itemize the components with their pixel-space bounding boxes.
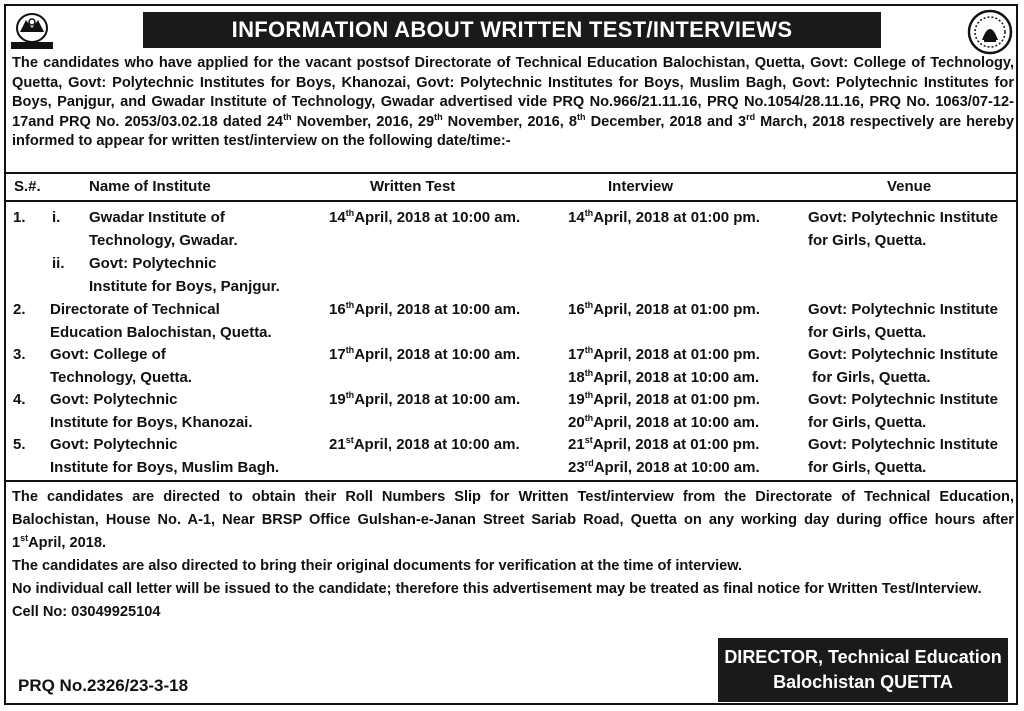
interview-date: 21stApril, 2018 at 01:00 pm. 23rdApril, 2018 at 10:00 am. [568, 435, 760, 476]
row-number: 5. [13, 436, 26, 453]
venue: Govt: Polytechnic Institute for Girls, Quetta. [808, 436, 999, 476]
directorate-logo-icon [8, 8, 56, 52]
interview-date: 17thApril, 2018 at 01:00 pm. 18thApril, 2018 at 10:00 am. [568, 345, 760, 386]
director-title: DIRECTOR, Technical Education [724, 647, 1002, 667]
institute-name: Govt: Polytechnic Institute for Boys, Panjgur. [89, 255, 280, 295]
interview-date: 16thApril, 2018 at 01:00 pm. [568, 300, 760, 318]
venue: Govt: Polytechnic Institute for Girls, Quetta. [808, 346, 999, 386]
header-institute: Name of Institute [89, 178, 211, 195]
sub-item-number: ii. [52, 255, 65, 272]
written-test-date: 17thApril, 2018 at 10:00 am. [329, 345, 521, 363]
institute-name: Directorate of Technical Education Balochistan, Quetta. [50, 301, 272, 341]
prq-number: PRQ No.2326/23-3-18 [18, 676, 189, 695]
venue: Govt: Polytechnic Institute for Girls, Quetta. [808, 209, 999, 249]
written-test-date: 19thApril, 2018 at 10:00 am. [329, 390, 521, 408]
call-letter-note: No individual call letter will be issued to the candidate; therefore this advertisement may be treated as final notice for Written Test/Interview. [12, 581, 982, 597]
instructions [12, 486, 1014, 624]
documents-note: The candidates are also directed to bring their original documents for verification at the time of interview. [12, 558, 743, 574]
roll-number-note: The candidates are directed to obtain their Roll Numbers Slip for Written Test/interview from the Directorate of Technical Education, Balochistan, House No. A-1, Near BRSP Office Gulshan-e-Janan Street Sariab Road, Quetta on any working day during office hours after 1stApril, 2018. [12, 489, 1014, 551]
row-number: 3. [13, 346, 26, 363]
director-signature-block [718, 638, 1008, 702]
divider [4, 172, 1018, 174]
divider [4, 200, 1018, 202]
written-test-date: 21stApril, 2018 at 10:00 am. [329, 435, 520, 453]
government-seal-icon [966, 8, 1014, 56]
institute-name: Govt: College of Technology, Quetta. [50, 346, 192, 386]
written-test-date: 14thApril, 2018 at 10:00 am. [329, 208, 521, 226]
venue: Govt: Polytechnic Institute for Girls, Quetta. [808, 391, 999, 431]
row-number: 1. [13, 209, 26, 226]
cell-number: Cell No: 03049925104 [12, 604, 161, 620]
row-number: 4. [13, 391, 26, 408]
director-location: Balochistan QUETTA [773, 672, 953, 692]
institute-name: Govt: Polytechnic Institute for Boys, Muslim Bagh. [50, 436, 280, 476]
header-sno: S.#. [14, 178, 41, 195]
institute-name: Govt: Polytechnic Institute for Boys, Khanozai. [50, 391, 253, 431]
intro-paragraph: The candidates who have applied for the vacant postsof Directorate of Technical Education Balochistan, Quetta, Govt: College of Technology, Quetta, Govt: Polytechnic Institutes for Boys, Khanozai, Govt: Polytechnic Institutes for Boys, Muslim Bagh, Govt: Polytechnic Institutes for Boys, Panjgur, and Gwadar Institute of Technology, Gwadar advertised vide PRQ No.966/21.11.16, PRQ No.1054/28.11.16, PRQ No. 1063/07-12-17and PRQ No. 2053/03.02.18 dated 24th November, 2016, 29th November, 2016, 8th December, 2018 and 3rd March, 2018 respectively are hereby informed to appear for written test/interview on the following date/time:- [12, 55, 1014, 149]
header-written-test: Written Test [370, 178, 456, 195]
interview-date: 19thApril, 2018 at 01:00 pm. 20thApril, 2018 at 10:00 am. [568, 390, 760, 431]
header-interview: Interview [608, 178, 674, 195]
institute-name: Gwadar Institute of Technology, Gwadar. [89, 209, 238, 249]
header-venue: Venue [887, 178, 932, 195]
interview-date: 14thApril, 2018 at 01:00 pm. [568, 208, 760, 226]
venue: Govt: Polytechnic Institute for Girls, Quetta. [808, 301, 999, 341]
written-test-date: 16thApril, 2018 at 10:00 am. [329, 300, 521, 318]
sub-item-number: i. [52, 209, 61, 226]
divider [4, 480, 1018, 482]
row-number: 2. [13, 301, 26, 318]
page-title: INFORMATION ABOUT WRITTEN TEST/INTERVIEWS [143, 12, 881, 48]
